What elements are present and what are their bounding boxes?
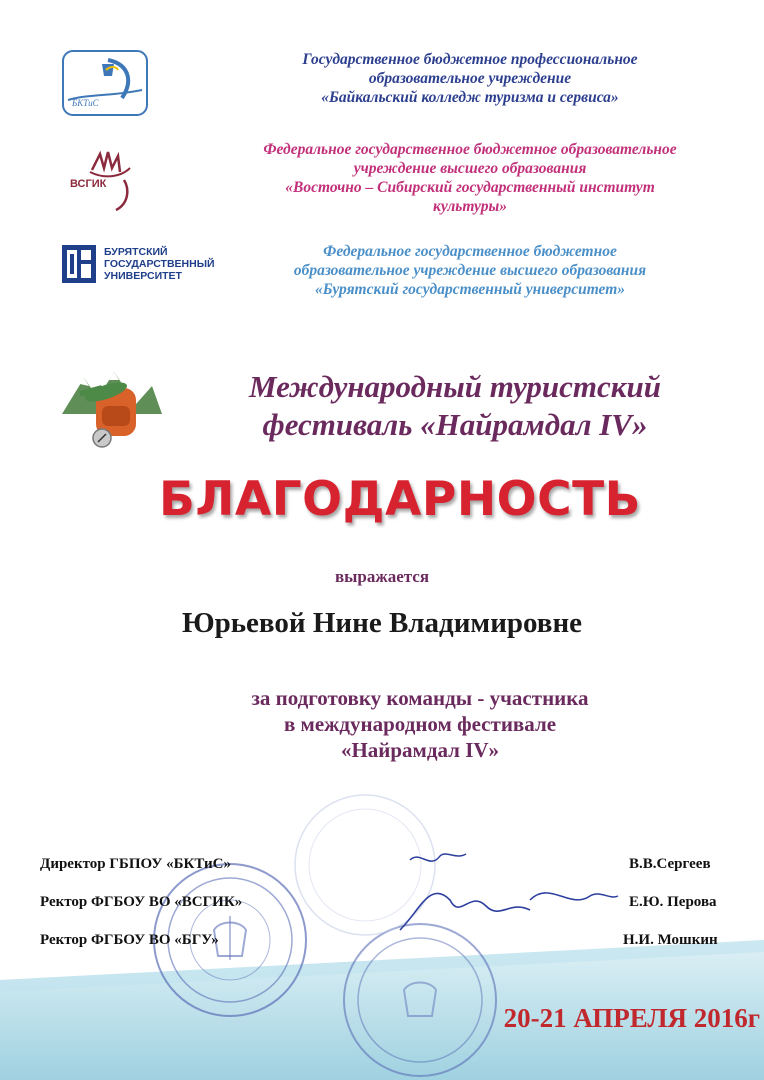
signatory-name: Н.И. Мошкин [623, 932, 718, 948]
expressed-label: выражается [334, 567, 430, 586]
reason-line: в международном фестивале [283, 712, 557, 736]
signatory-position: Ректор ФГБОУ ВО «ВСГИК» [40, 894, 243, 910]
bgu-logo-line: БУРЯТСКИЙ [104, 246, 168, 258]
org-line: Государственное бюджетное профессиональное [302, 51, 638, 68]
signatory-name: В.В.Сергеев [629, 856, 711, 872]
org-line: «Бурятский государственный университет» [314, 281, 626, 298]
org-line: образовательное учреждение [368, 70, 572, 87]
reason-line: «Найрамдал IV» [340, 738, 500, 762]
vsgik-logo [70, 150, 142, 214]
bgu-logo-line: ГОСУДАРСТВЕННЫЙ [104, 258, 215, 270]
org-bgu-name [200, 242, 740, 299]
festival-title-line: фестиваль «Найрамдал IV» [262, 407, 648, 442]
reason-line: за подготовку команды - участника [251, 686, 589, 710]
signatory-position: Директор ГБПОУ «БКТиС» [40, 856, 231, 872]
vsgik-logo-text: ВСГИК [70, 178, 107, 190]
festival-title [190, 368, 720, 444]
reason-text [180, 685, 660, 763]
signatory-position: Ректор ФГБОУ ВО «БГУ» [40, 932, 219, 948]
festival-title-line: Международный туристский [248, 369, 661, 404]
org-line: Федеральное государственное бюджетное образовательное [263, 141, 677, 158]
document-title: БЛАГОДАРНОСТЬ [159, 472, 641, 527]
org-line: «Восточно – Сибирский государственный институт [285, 179, 655, 196]
org-line: «Байкальский колледж туризма и сервиса» [321, 89, 619, 106]
signature-scribble [390, 840, 620, 950]
org-vsgik-name [200, 140, 740, 216]
bktis-logo [62, 50, 148, 116]
bktis-logo-text: БКТиС [72, 98, 99, 108]
org-line: учреждение высшего образования [353, 160, 587, 177]
org-line: образовательное учреждение высшего образования [293, 262, 647, 279]
org-bktis-name [200, 50, 740, 107]
bgu-logo [62, 245, 215, 285]
bgu-logo-text [104, 246, 215, 282]
event-date: 20-21 АПРЕЛЯ 2016г [503, 1003, 760, 1033]
recipient-name: Юрьевой Нине Владимировне [181, 607, 583, 639]
festival-emblem-icon [62, 358, 162, 450]
org-line: культуры» [433, 198, 507, 215]
bgu-logo-line: УНИВЕРСИТЕТ [104, 270, 182, 282]
org-line: Федеральное государственное бюджетное [323, 243, 617, 260]
signatory-name: Е.Ю. Перова [629, 894, 717, 910]
